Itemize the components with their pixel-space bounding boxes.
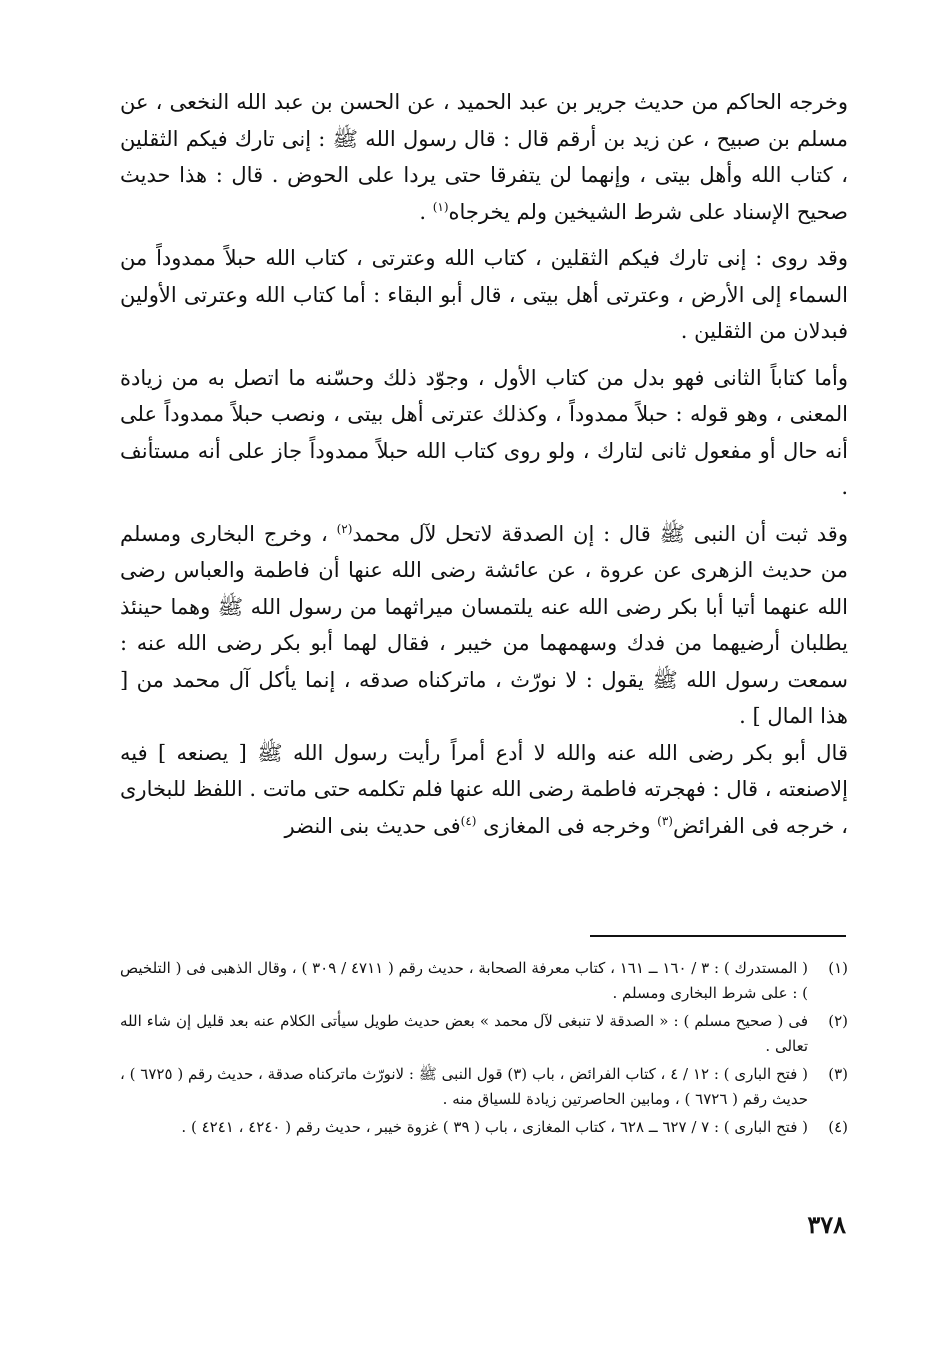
paragraph-1 xyxy=(120,84,848,230)
footnote-divider xyxy=(590,935,846,937)
footnote-number: (٤) xyxy=(828,1118,848,1136)
main-text xyxy=(120,84,848,844)
footnote-text: ( فتح البارى ) : ٧ / ٦٢٧ ــ ٦٢٨ ، كتاب المغازى ، باب ( ٣٩ ) غزوة خيبر ، حديث رقم ( ٤٢٤٠ ، ٤٢٤١ ) . xyxy=(181,1118,808,1136)
paragraph-5-text-a: قال أبو بكر رضى الله عنه والله لا أدع أمراً رأيت رسول الله ﷺ [ يصنعه ] فيه إلاصنعته ، قال : فهجرته فاطمة رضى الله عنها فلم تكلمه حتى ماتت . اللفظ للبخارى ، خرجه فى الفرائض xyxy=(120,740,848,838)
paragraph-5-text-b: وخرجه فى المغازى xyxy=(476,813,658,838)
footnote-number: (١) xyxy=(828,959,848,977)
footnote-2 xyxy=(120,1009,848,1059)
footnote-text: فى ( صحيح مسلم ) : « الصدقة لا تنبغى لآل محمد » بعض حديث طويل سيأتى الكلام عنه بعد قليل إن شاء الله تعالى . xyxy=(120,1012,808,1055)
paragraph-4-text-a: وقد ثبت أن النبى ﷺ قال : إن الصدقة لاتحل لآل محمد xyxy=(352,521,848,546)
footnote-4 xyxy=(120,1115,848,1140)
footnote-ref-2[interactable]: (٢) xyxy=(336,521,353,536)
footnote-number: (٢) xyxy=(828,1012,848,1030)
footnote-ref-1[interactable]: (١) xyxy=(432,199,449,214)
footnotes xyxy=(120,956,848,1143)
footnote-1 xyxy=(120,956,848,1006)
footnote-3 xyxy=(120,1062,848,1112)
footnote-text: ( فتح البارى ) : ١٢ / ٤ ، كتاب الفرائض ، باب (٣) قول النبى ﷺ : لانورّث ماتركناه صدقة ، حديث رقم ( ٦٧٢٥ ) ، حديث رقم ( ٦٧٢٦ ) ، ومابين الحاصرتين زيادة للسياق منه . xyxy=(120,1065,808,1108)
page-number: ٣٧٨ xyxy=(807,1210,846,1239)
paragraph-2: وقد روى : إنى تارك فيكم الثقلين ، كتاب الله وعترتى ، كتاب الله حبلاً ممدوداً من السماء إلى الأرض ، وعترتى أهل بيتى ، قال أبو البقاء : أما كتاب الله وعترتى الأولين فبدلان من الثقلين . xyxy=(120,246,848,343)
footnote-text: ( المستدرك ) : ٣ / ١٦٠ ــ ١٦١ ، كتاب معرفة الصحابة ، حديث رقم ( ٤٧١١ / ٣٠٩ ) ، وقال الذهبى فى ( التلخيص ) : على شرط البخارى ومسلم . xyxy=(120,959,809,1002)
paragraph-5 xyxy=(120,735,848,845)
paragraph-3: وأما كتاباً الثانى فهو بدل من كتاب الأول ، وجوّد ذلك وحسّنه ما اتصل به من زيادة المعنى ، وهو قوله : حبلاً ممدوداً ، وكذلك عترتى أهل بيتى ، ونصب حبلاً ممدوداً على أنه حال أو مفعول ثانى لتارك ، ولو روى كتاب الله حبلاً ممدوداً جاز على أنه مستأنف . xyxy=(120,365,848,499)
paragraph-4 xyxy=(120,516,848,735)
paragraph-1-end: . xyxy=(419,199,433,224)
footnote-ref-4[interactable]: (٤) xyxy=(460,813,477,828)
footnote-ref-3[interactable]: (٣) xyxy=(657,813,673,828)
paragraph-5-text-c: فى حديث بنى النضر xyxy=(284,813,461,838)
footnote-number: (٣) xyxy=(828,1065,848,1083)
paragraph-4-text-b: ، وخرج البخارى ومسلم من حديث الزهرى عن عروة ، عن عائشة رضى الله عنها أن فاطمة والعباس رضى الله عنهما أتيا أبا بكر رضى الله عنه يلتمسان ميراثهما من رسول الله ﷺ وهما حينئذ يطلبان أرضيهما من فدك وسهمهما من خيبر ، فقال لهما أبو بكر رضى الله عنه : سمعت رسول الله ﷺ يقول : لا نورّث ، ماتركناه صدقه ، إنما يأكل آل محمد من [ هذا المال ] . xyxy=(120,521,848,728)
paragraph-1-text: وخرجه الحاكم من حديث جرير بن عبد الحميد ، عن الحسن بن عبد الله النخعى ، عن مسلم بن صبيح ، عن زيد بن أرقم قال : قال رسول الله ﷺ : إنى تارك فيكم الثقلين ، كتاب الله وأهل بيتى ، وإنهما لن يتفرقا حتى يردا على الحوض . قال : هذا حديث صحيح الإسناد على شرط الشيخين ولم يخرجاه xyxy=(120,90,848,224)
